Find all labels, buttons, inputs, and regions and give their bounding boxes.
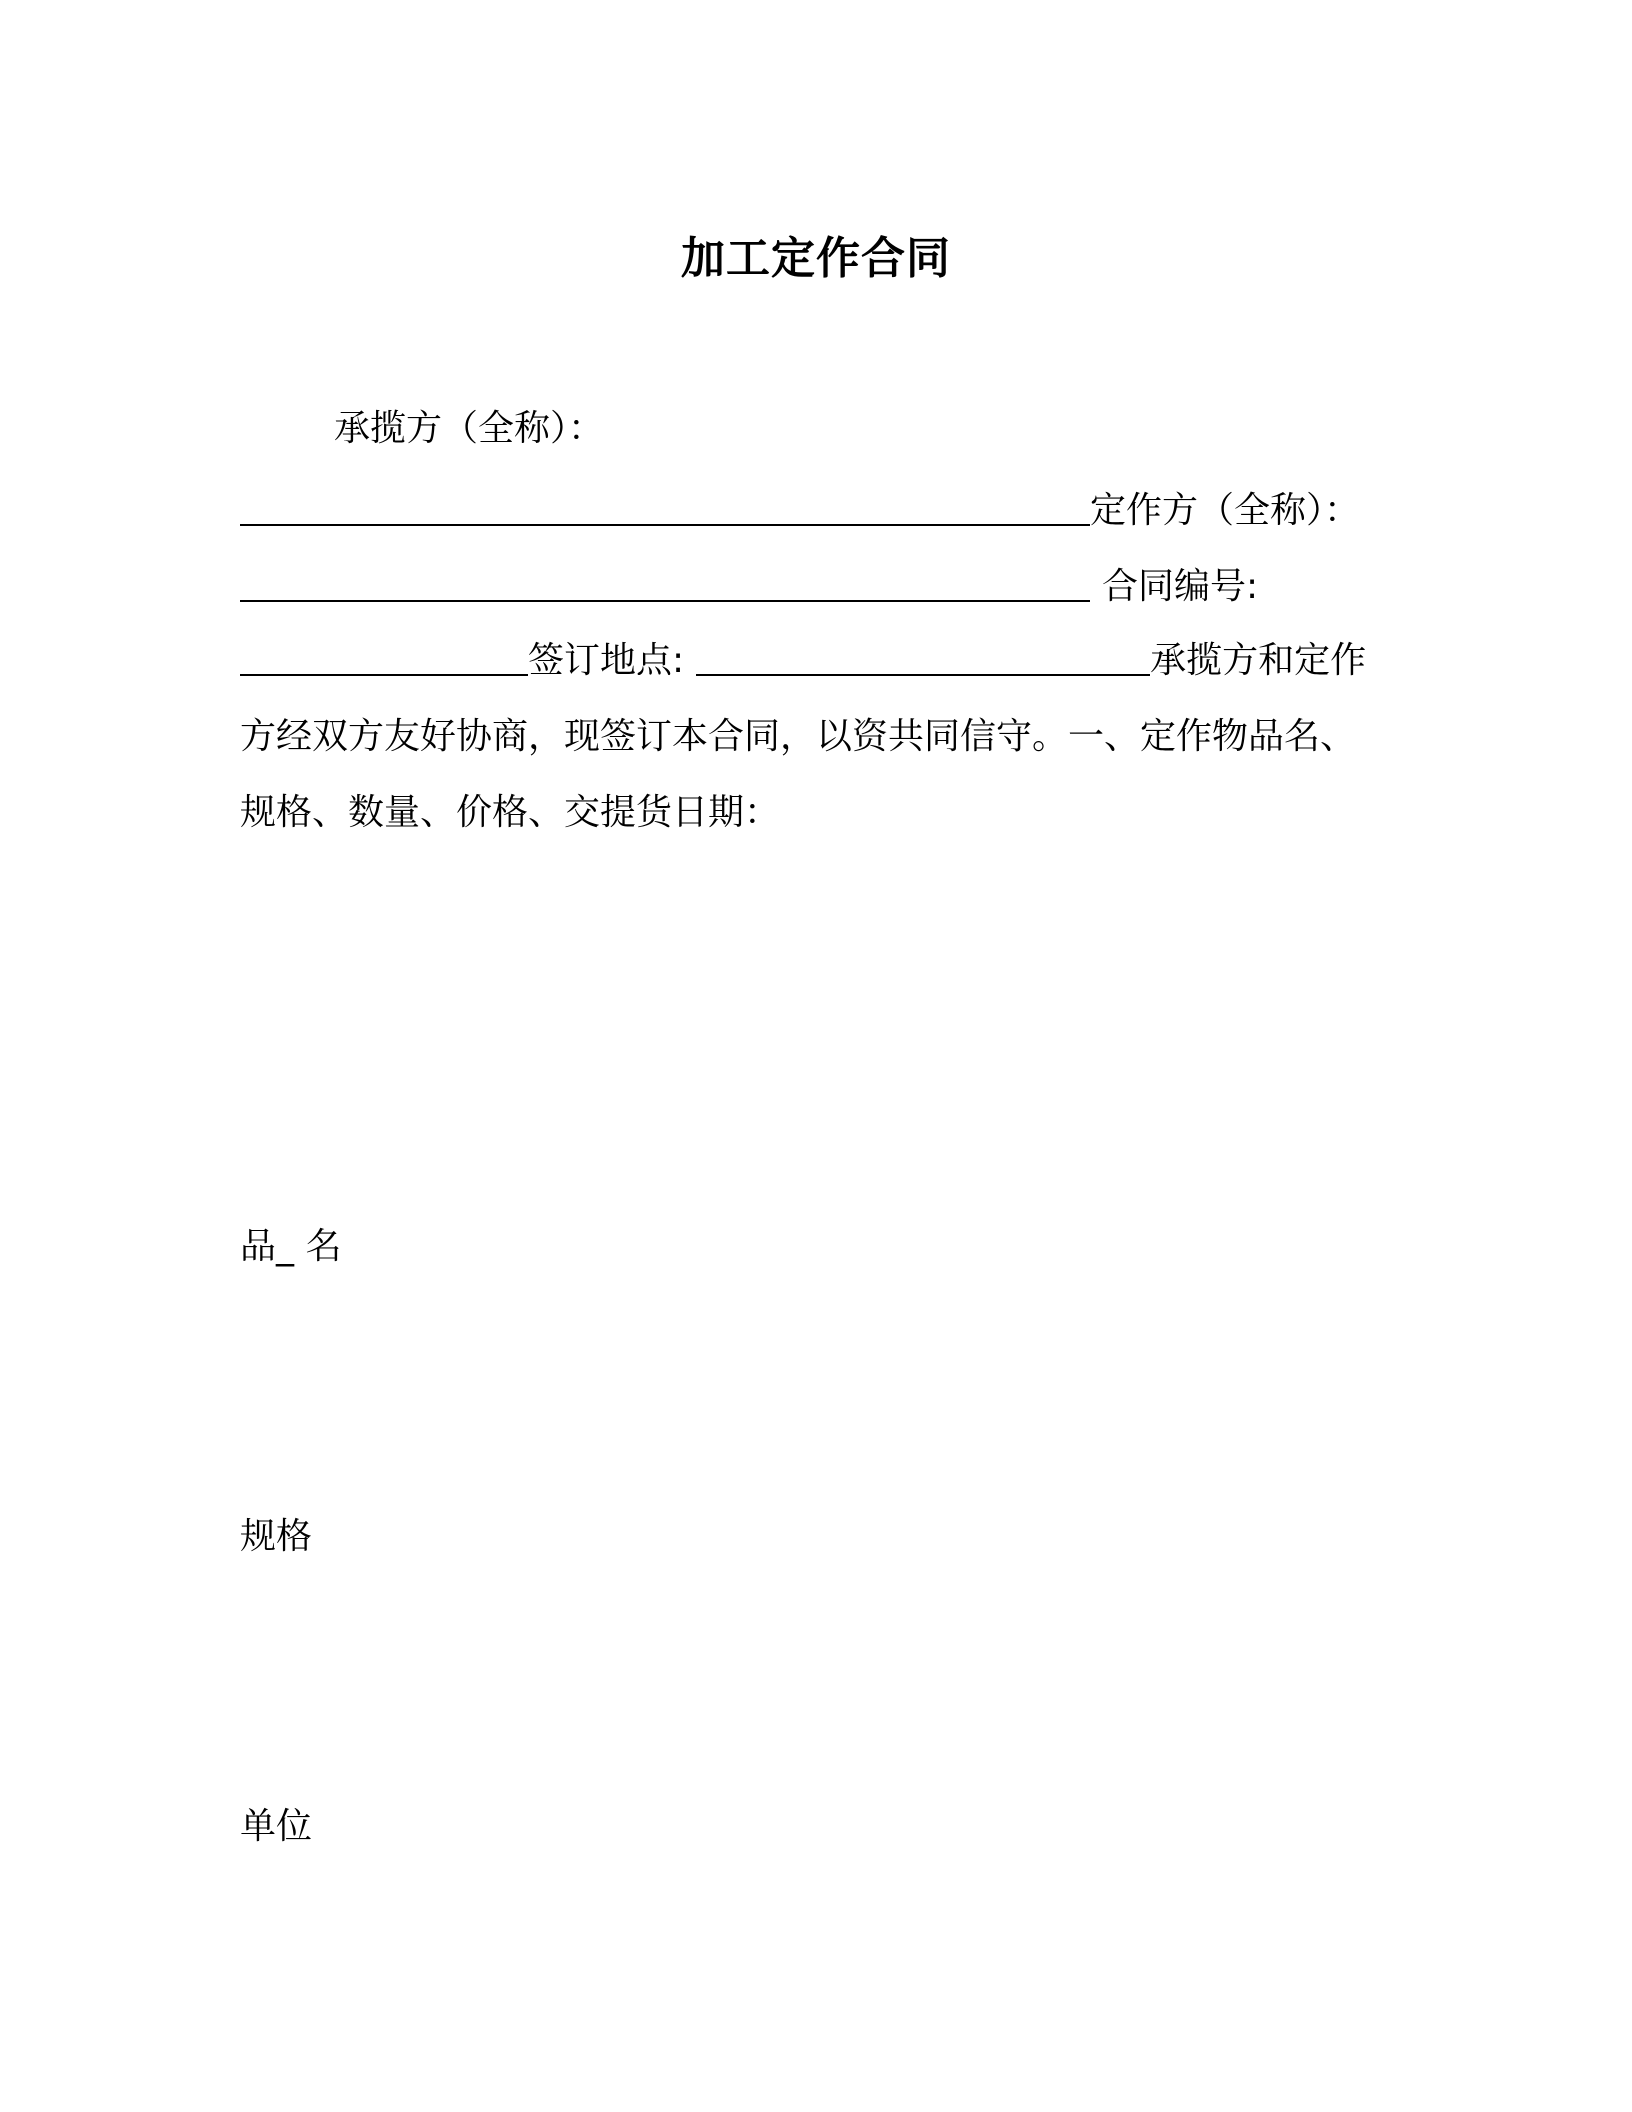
orderer-label: 定作方（全称）： <box>1090 490 1361 531</box>
sign-place-blank[interactable] <box>696 640 1150 676</box>
orderer-name-blank[interactable] <box>240 566 1090 602</box>
page-title: 加工定作合同 <box>681 233 951 284</box>
contract-no-line <box>240 558 1258 609</box>
sign-place-line <box>240 632 1366 683</box>
contract-no-blank[interactable] <box>240 640 528 676</box>
intro-line-3: 规格、数量、价格、交提货日期： <box>240 792 781 833</box>
intro-line-2: 方经双方友好协商，现签订本合同，以资共同信守。一、定作物品名、 <box>240 716 1357 757</box>
field-spec: 规格 <box>240 1516 313 1557</box>
field-unit: 单位 <box>240 1806 313 1847</box>
contractor-name-blank[interactable] <box>240 490 1090 526</box>
contractor-line <box>334 400 604 451</box>
contractor-label: 承揽方（全称）： <box>334 408 605 449</box>
intro-tail: 承揽方和定作 <box>1150 640 1367 681</box>
field-product-name: 品_ 名 <box>240 1226 342 1267</box>
contract-no-label: 合同编号: <box>1102 566 1259 607</box>
orderer-line <box>240 482 1360 533</box>
sign-place-label: 签订地点: <box>528 640 685 681</box>
